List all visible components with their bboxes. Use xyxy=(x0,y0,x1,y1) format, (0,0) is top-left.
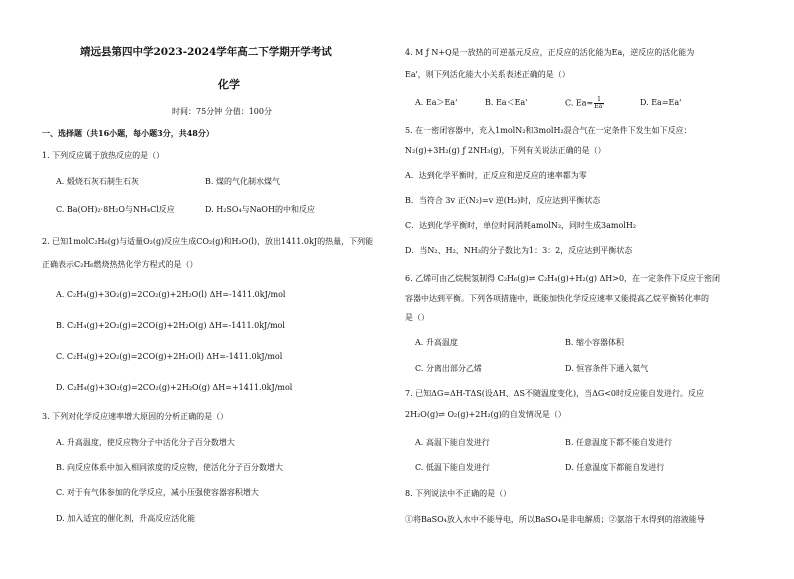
fraction xyxy=(594,97,604,110)
question-2-stem-line2: 正确表示C₂H₆燃烧热热化学方程式的是（） xyxy=(42,260,198,269)
question-7-option-c: C. 低温下能自发进行 xyxy=(415,463,490,472)
question-2-stem-line1: 2. 已知1molC₂H₆(g)与适量O₂(g)反应生成CO₂(g)和H₂O(l)，放出1411.0kJ的热量，下列能 xyxy=(42,237,374,246)
question-3-option-a: A. 升高温度，使反应物分子中活化分子百分数增大 xyxy=(56,438,235,447)
question-4-stem-line1: 4. M ƒ N+Q是一放热的可逆基元反应，正反应的活化能为Ea，逆反应的活化能为 xyxy=(405,48,695,57)
question-6-option-d: D. 恒容条件下通入氦气 xyxy=(565,364,649,373)
question-3-option-b: B. 向反应体系中加入相同浓度的反应物，使活化分子百分数增大 xyxy=(56,463,283,472)
question-1-option-b: B. 煤的气化制水煤气 xyxy=(205,177,280,186)
question-7-option-d: D. 任意温度下都能自发进行 xyxy=(565,463,665,472)
question-4-stem-line2: Ea'，则下列活化能大小关系表述正确的是（） xyxy=(405,70,570,79)
question-7-stem-line1: 7. 已知ΔG=ΔH-TΔS(设ΔH、ΔS不随温度变化)，当ΔG<0时反应能自发进行。反应 xyxy=(405,389,705,398)
exam-info: 时间：75分钟 分值：100分 xyxy=(172,107,272,116)
question-6-stem-line2: 容器中达到平衡。下列各项措施中，既能加快化学反应速率又能提高乙烷平衡转化率的 xyxy=(405,294,709,303)
question-4-option-c-label: C. Ea= xyxy=(565,98,594,108)
question-8-line1: ①将BaSO₄放入水中不能导电，所以BaSO₄是非电解质；②氨溶于水得到的溶液能导 xyxy=(405,515,705,524)
question-5-stem-line1: 5. 在一密闭容器中，充入1molN₂和3molH₂混合气在一定条件下发生如下反应： xyxy=(405,126,692,135)
question-6-option-c: C. 分离出部分乙烯 xyxy=(415,364,482,373)
question-3-option-d: D. 加入适宜的催化剂，升高反应活化能 xyxy=(56,514,196,523)
fraction-numerator: 1 xyxy=(594,97,604,104)
question-6-option-b: B. 缩小容器体积 xyxy=(565,338,624,347)
section-heading: 一、选择题（共16小题，每小题3分，共48分） xyxy=(42,128,214,138)
question-5-option-b: B．当符合 3v 正(N₂)=v 逆(H₂)时，反应达到平衡状态 xyxy=(405,196,601,205)
question-4-option-d: D. Ea=Ea' xyxy=(640,98,682,107)
question-5-option-d: D．当N₂、H₂、NH₃的分子数比为1：3：2，反应达到平衡状态 xyxy=(405,246,633,255)
subject-title: 化学 xyxy=(218,78,240,91)
question-4-option-b: B. Ea＜Ea' xyxy=(485,98,528,107)
question-1-stem: 1. 下列反应属于放热反应的是（） xyxy=(42,151,165,160)
question-6-stem-line1: 6. 乙烯可由乙烷脱氢制得 C₂H₆(g)⇌ C₂H₄(g)+H₂(g) ΔH>0，在一定条件下反应于密闭 xyxy=(405,274,721,283)
question-7-option-a: A. 高温下能自发进行 xyxy=(415,438,490,447)
question-4-option-a: A. Ea＞Ea' xyxy=(415,98,458,107)
question-5-option-c: C．达到化学平衡时，单位时间消耗amolN₂，同时生成3amolH₂ xyxy=(405,221,637,230)
question-3-option-c: C. 对于有气体参加的化学反应，减小压强使容器容积增大 xyxy=(56,488,259,497)
question-2-option-b: B. C₂H₄(g)+2O₂(g)=2CO(g)+2H₂O(g) ΔH=-1411.0kJ/mol xyxy=(56,321,285,330)
question-8-stem: 8. 下列说法中不正确的是（） xyxy=(405,489,512,498)
question-5-option-a: A．达到化学平衡时，正反应和逆反应的速率都为零 xyxy=(405,171,587,180)
question-3-stem: 3. 下列对化学反应速率增大原因的分析正确的是（） xyxy=(42,412,229,421)
question-4-option-c xyxy=(565,97,605,110)
question-2-option-d: D. C₂H₄(g)+3O₂(g)=2CO₂(g)+2H₂O(g) ΔH=+1411.0kJ/mol xyxy=(56,383,293,392)
question-1-option-a: A. 煅烧石灰石制生石灰 xyxy=(56,177,139,186)
question-2-option-c: C. C₂H₄(g)+2O₂(g)=2CO(g)+2H₂O(l) ΔH=-1411.0kJ/mol xyxy=(56,352,283,361)
question-7-stem-line2: 2H₂O(g)⇌ O₂(g)+2H₂(g)的自发情况是（） xyxy=(405,410,566,419)
fraction-denominator: Ea' xyxy=(594,103,604,110)
question-6-stem-line3: 是（） xyxy=(405,313,429,322)
question-1-option-c: C. Ba(OH)₂·8H₂O与NH₄Cl反应 xyxy=(56,205,175,214)
question-7-option-b: B. 任意温度下都不能自发进行 xyxy=(565,438,672,447)
exam-title: 靖远县第四中学2023-2024学年高二下学期开学考试 xyxy=(80,46,332,58)
question-1-option-d: D. H₂SO₄与NaOH的中和反应 xyxy=(205,205,315,214)
question-5-stem-line2: N₂(g)+3H₂(g) ƒ 2NH₃(g)，下列有关说法正确的是（） xyxy=(405,146,606,155)
question-2-option-a: A. C₂H₄(g)+3O₂(g)=2CO₂(g)+2H₂O(l) ΔH=-1411.0kJ/mol xyxy=(56,290,286,299)
question-6-option-a: A. 升高温度 xyxy=(415,338,458,347)
